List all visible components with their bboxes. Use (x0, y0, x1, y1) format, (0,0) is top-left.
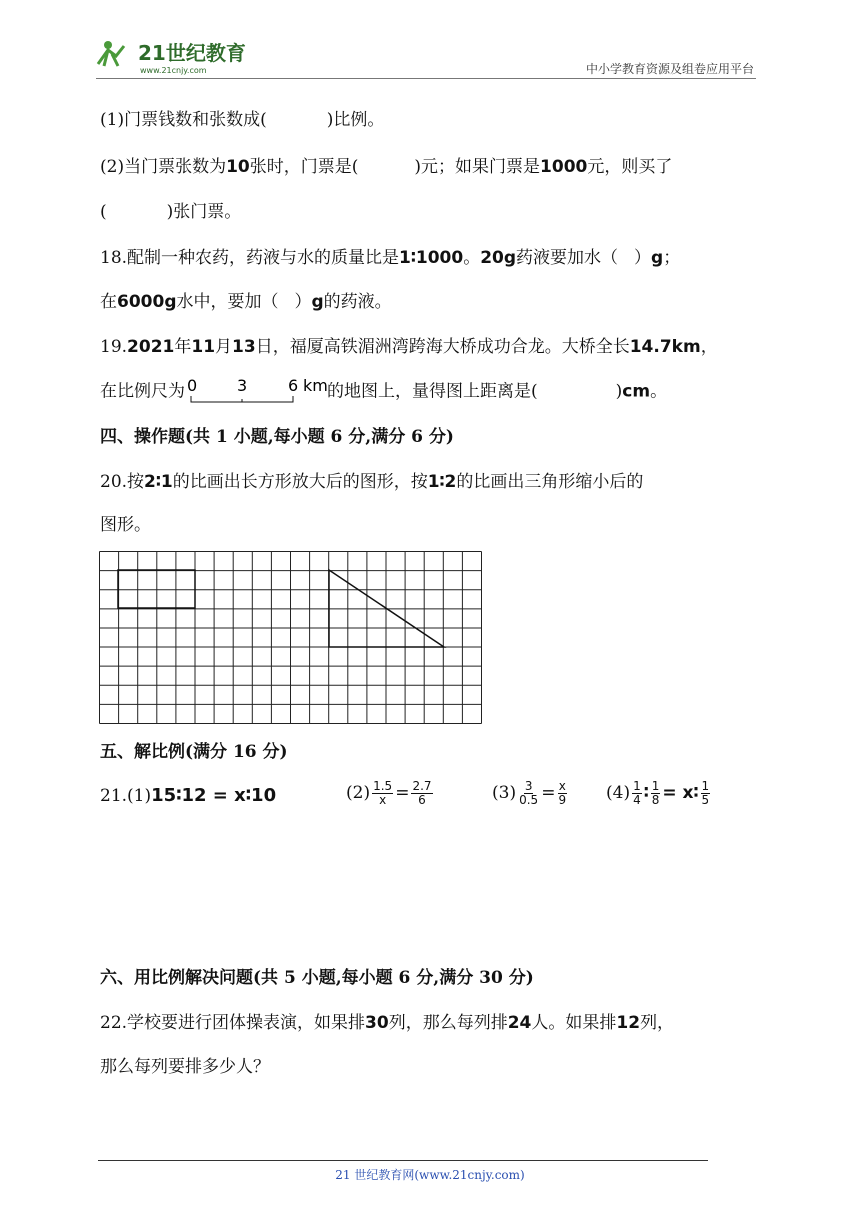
section-4-title: 四、操作题(共 1 小题,每小题 6 分,满分 6 分) (100, 427, 454, 447)
footer-text: 21 世纪教育网(www.21cnjy.com) (335, 1168, 525, 1182)
svg-text:6: 6 (288, 378, 299, 395)
scale-bar (187, 378, 327, 406)
q21-part3: (3) $\frac{3}{0.5}$ = $\frac{x}{9}$ (492, 779, 567, 807)
section-6-title: 六、用比例解决问题(共 5 小题,每小题 6 分,满分 30 分) (100, 968, 534, 988)
q21-equations: 21.(1)15∶12 = x∶10 (100, 785, 277, 806)
section-5-title: 五、解比例(满分 16 分) (100, 742, 288, 762)
q17-part3: ( )张门票。 (100, 202, 242, 222)
q17-part1: (1)门票钱数和张数成( )比例。 (100, 110, 385, 130)
svg-text:0: 0 (187, 378, 198, 395)
q18-line2: 在6000g水中，要加（ ）g的药液。 (100, 292, 392, 312)
q19-line2: 在比例尺为 0 3 6 km 的地图上，量得图上距离是( )cm。 (100, 378, 667, 406)
logo-url: www.21cnjy.com (140, 66, 207, 75)
q22-line1: 22.学校要进行团体操表演，如果排30列，那么每列排24人。如果排12列， (100, 1013, 675, 1033)
logo-21cnjy (94, 36, 264, 78)
logo-text: 21世纪教育 (138, 41, 246, 65)
svg-text:3: 3 (237, 378, 248, 395)
q22-line2: 那么每列要排多少人？ (100, 1057, 270, 1077)
header-rule (96, 78, 756, 79)
svg-text:km: km (303, 378, 327, 395)
footer-rule (98, 1160, 708, 1161)
q20-line1: 20.按2∶1的比画出长方形放大后的图形，按1∶2的比画出三角形缩小后的 (100, 472, 644, 492)
q20-line2: 图形。 (100, 515, 151, 535)
platform-label: 中小学教育资源及组卷应用平台 (585, 62, 754, 76)
q21-part2: (2) $\frac{1.5}{x}$ = $\frac{2.7}{6}$ (346, 779, 432, 807)
q19-line1: 19.2021年11月13日，福厦高铁湄洲湾跨海大桥成功合龙。大桥全长14.7km， (100, 337, 718, 357)
q21-part4: (4) $\frac{1}{4}$ ∶ $\frac{1}{8}$ = x∶ $\frac{1}{5}$ (606, 779, 710, 807)
q17-part2: (2)当门票张数为10张时，门票是( )元；如果门票是1000元，则买了 (100, 157, 673, 177)
q18-line1: 18.配制一种农药，药液与水的质量比是1∶1000。20g药液要加水（ ）g； (100, 248, 681, 268)
drawing-grid (99, 551, 483, 725)
